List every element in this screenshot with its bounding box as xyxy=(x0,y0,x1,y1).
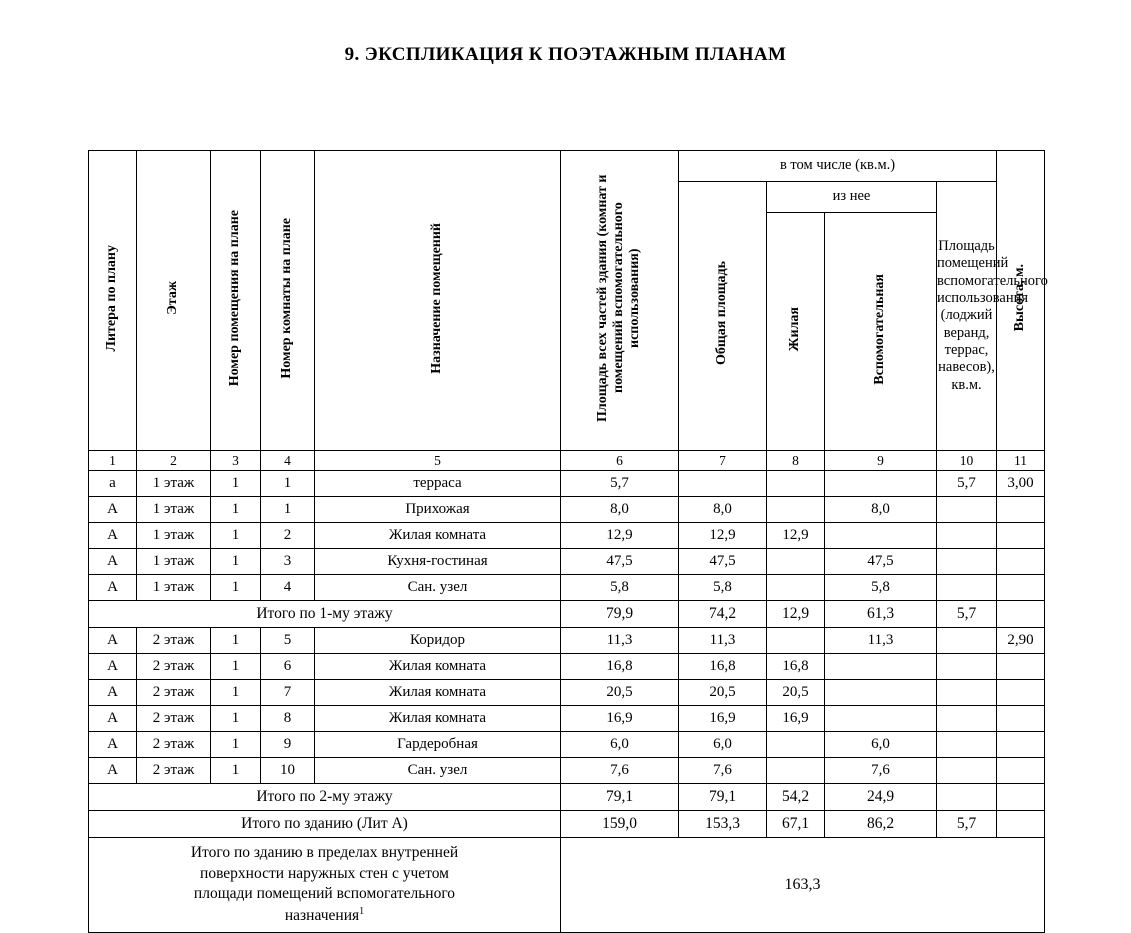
cell-letter: А xyxy=(89,758,137,784)
cell-area-all: 11,3 xyxy=(561,628,679,654)
table-row xyxy=(89,706,1045,732)
cell-living xyxy=(767,575,825,601)
cell-total-area: 20,5 xyxy=(679,680,767,706)
table-row xyxy=(89,523,1045,549)
cell-living xyxy=(767,471,825,497)
total-row-floor1 xyxy=(89,601,1045,628)
cell-letter: А xyxy=(89,706,137,732)
cell-area-all: 20,5 xyxy=(561,680,679,706)
cell-area-all: 16,9 xyxy=(561,706,679,732)
final-label-line3: площади помещений вспомогательного xyxy=(193,885,456,903)
cell-auxiliary: 11,3 xyxy=(825,628,937,654)
header-room-number-room xyxy=(261,151,315,451)
cell-area-all: 47,5 xyxy=(561,549,679,575)
column-number: 6 xyxy=(561,451,679,471)
table-row xyxy=(89,732,1045,758)
cell-area-all: 5,7 xyxy=(561,471,679,497)
header-area-all-parts-label: Площадь всех частей здания (комнат и помещений вспомогательного использования) xyxy=(595,174,643,422)
cell-floor: 1 этаж xyxy=(137,575,211,601)
cell-floor: 2 этаж xyxy=(137,706,211,732)
header-aux-use-area: Площадь помещений вспомогательного использования (лоджий веранд, террас, навесов), кв.м. xyxy=(937,182,997,451)
cell-floor: 1 этаж xyxy=(137,497,211,523)
table-row xyxy=(89,575,1045,601)
cell-height xyxy=(997,523,1045,549)
cell-aux-use xyxy=(937,654,997,680)
total-label: Итого по зданию (Лит А) xyxy=(89,811,561,838)
cell-height xyxy=(997,549,1045,575)
cell-auxiliary xyxy=(825,471,937,497)
cell-living xyxy=(767,732,825,758)
header-floor-label: Этаж xyxy=(165,281,181,315)
cell-living xyxy=(767,628,825,654)
cell-purpose: Прихожая xyxy=(315,497,561,523)
final-summary-value: 163,3 xyxy=(561,838,1045,933)
explication-table xyxy=(88,150,1048,933)
cell-living: 20,5 xyxy=(767,680,825,706)
cell-area-all: 8,0 xyxy=(561,497,679,523)
cell-room-plan: 1 xyxy=(211,497,261,523)
cell-auxiliary xyxy=(825,523,937,549)
column-number: 4 xyxy=(261,451,315,471)
cell-room-plan: 1 xyxy=(211,628,261,654)
header-letter-label: Литера по плану xyxy=(104,244,120,352)
table-row xyxy=(89,628,1045,654)
header-of-which: из нее xyxy=(767,182,937,213)
cell-room-plan: 1 xyxy=(211,471,261,497)
total-auxiliary: 86,2 xyxy=(825,811,937,838)
cell-letter: А xyxy=(89,732,137,758)
cell-room-plan: 1 xyxy=(211,732,261,758)
cell-floor: 2 этаж xyxy=(137,654,211,680)
cell-purpose: Гардеробная xyxy=(315,732,561,758)
column-number: 9 xyxy=(825,451,937,471)
cell-height xyxy=(997,654,1045,680)
cell-aux-use xyxy=(937,523,997,549)
cell-purpose: Жилая комната xyxy=(315,523,561,549)
table-row xyxy=(89,680,1045,706)
cell-purpose: Жилая комната xyxy=(315,680,561,706)
header-auxiliary-label: Вспомогательная xyxy=(872,273,888,385)
cell-area-all: 16,8 xyxy=(561,654,679,680)
cell-room-plan: 1 xyxy=(211,523,261,549)
header-living-label: Жилая xyxy=(787,306,803,352)
cell-area-all: 6,0 xyxy=(561,732,679,758)
cell-area-all: 7,6 xyxy=(561,758,679,784)
cell-letter: а xyxy=(89,471,137,497)
header-area-all-parts xyxy=(561,151,679,451)
total-total-area: 74,2 xyxy=(679,601,767,628)
cell-total-area: 16,8 xyxy=(679,654,767,680)
cell-aux-use xyxy=(937,706,997,732)
final-summary-label xyxy=(89,838,561,933)
final-label-line1: Итого по зданию в пределах внутренней xyxy=(190,843,459,861)
cell-living xyxy=(767,549,825,575)
cell-room-plan: 1 xyxy=(211,575,261,601)
header-height xyxy=(997,151,1045,451)
cell-room-plan: 1 xyxy=(211,758,261,784)
total-aux-use xyxy=(937,784,997,811)
total-total-area: 79,1 xyxy=(679,784,767,811)
cell-height xyxy=(997,680,1045,706)
cell-room-num: 1 xyxy=(261,497,315,523)
header-including: в том числе (кв.м.) xyxy=(679,151,997,182)
total-living: 67,1 xyxy=(767,811,825,838)
cell-auxiliary: 8,0 xyxy=(825,497,937,523)
cell-letter: А xyxy=(89,523,137,549)
page-title: 9. ЭКСПЛИКАЦИЯ К ПОЭТАЖНЫМ ПЛАНАМ xyxy=(344,44,787,65)
cell-floor: 2 этаж xyxy=(137,732,211,758)
table-row xyxy=(89,497,1045,523)
total-row-floor2 xyxy=(89,784,1045,811)
table-row xyxy=(89,654,1045,680)
cell-auxiliary: 7,6 xyxy=(825,758,937,784)
total-row-building xyxy=(89,811,1045,838)
cell-floor: 2 этаж xyxy=(137,758,211,784)
cell-area-all: 12,9 xyxy=(561,523,679,549)
cell-room-num: 9 xyxy=(261,732,315,758)
cell-auxiliary: 5,8 xyxy=(825,575,937,601)
cell-room-num: 1 xyxy=(261,471,315,497)
header-room-number-plan xyxy=(211,151,261,451)
column-number: 8 xyxy=(767,451,825,471)
cell-room-plan: 1 xyxy=(211,654,261,680)
cell-total-area: 47,5 xyxy=(679,549,767,575)
header-total-area-label: Общая площадь xyxy=(714,261,730,366)
header-room-number-room-label: Номер комнаты на плане xyxy=(279,217,295,379)
total-area-all: 79,1 xyxy=(561,784,679,811)
cell-total-area: 11,3 xyxy=(679,628,767,654)
total-auxiliary: 24,9 xyxy=(825,784,937,811)
cell-total-area: 12,9 xyxy=(679,523,767,549)
total-auxiliary: 61,3 xyxy=(825,601,937,628)
cell-aux-use xyxy=(937,497,997,523)
total-living: 54,2 xyxy=(767,784,825,811)
cell-living: 12,9 xyxy=(767,523,825,549)
cell-living: 16,8 xyxy=(767,654,825,680)
total-total-area: 153,3 xyxy=(679,811,767,838)
cell-room-num: 7 xyxy=(261,680,315,706)
cell-auxiliary xyxy=(825,706,937,732)
header-purpose xyxy=(315,151,561,451)
cell-room-num: 8 xyxy=(261,706,315,732)
cell-purpose: Кухня-гостиная xyxy=(315,549,561,575)
cell-floor: 1 этаж xyxy=(137,523,211,549)
cell-room-num: 5 xyxy=(261,628,315,654)
cell-height: 3,00 xyxy=(997,471,1045,497)
column-number: 10 xyxy=(937,451,997,471)
cell-living xyxy=(767,497,825,523)
cell-auxiliary: 6,0 xyxy=(825,732,937,758)
cell-room-plan: 1 xyxy=(211,706,261,732)
table-row xyxy=(89,549,1045,575)
cell-floor: 1 этаж xyxy=(137,471,211,497)
cell-aux-use xyxy=(937,575,997,601)
cell-height xyxy=(997,575,1045,601)
cell-letter: А xyxy=(89,654,137,680)
cell-aux-use xyxy=(937,758,997,784)
cell-aux-use xyxy=(937,680,997,706)
total-label: Итого по 1-му этажу xyxy=(89,601,561,628)
total-living: 12,9 xyxy=(767,601,825,628)
header-total-area xyxy=(679,182,767,451)
cell-purpose: Жилая комната xyxy=(315,654,561,680)
column-number: 11 xyxy=(997,451,1045,471)
column-number: 3 xyxy=(211,451,261,471)
cell-area-all: 5,8 xyxy=(561,575,679,601)
cell-aux-use xyxy=(937,628,997,654)
cell-room-num: 10 xyxy=(261,758,315,784)
cell-total-area: 5,8 xyxy=(679,575,767,601)
cell-purpose: Сан. узел xyxy=(315,575,561,601)
header-auxiliary xyxy=(825,212,937,450)
cell-auxiliary xyxy=(825,680,937,706)
header-floor xyxy=(137,151,211,451)
cell-height xyxy=(997,706,1045,732)
column-number: 5 xyxy=(315,451,561,471)
cell-height xyxy=(997,732,1045,758)
cell-auxiliary: 47,5 xyxy=(825,549,937,575)
total-aux-use: 5,7 xyxy=(937,601,997,628)
column-number: 2 xyxy=(137,451,211,471)
cell-room-plan: 1 xyxy=(211,680,261,706)
cell-room-num: 6 xyxy=(261,654,315,680)
final-label-footnote: 1 xyxy=(359,906,365,918)
total-area-all: 79,9 xyxy=(561,601,679,628)
header-height-label: Высота, м. xyxy=(1012,264,1028,332)
total-area-all: 159,0 xyxy=(561,811,679,838)
cell-purpose: Коридор xyxy=(315,628,561,654)
final-label-line2: поверхности наружных стен с учетом xyxy=(200,864,449,882)
cell-floor: 2 этаж xyxy=(137,628,211,654)
column-number-row xyxy=(89,451,1045,471)
header-letter xyxy=(89,151,137,451)
table-row xyxy=(89,471,1045,497)
cell-height: 2,90 xyxy=(997,628,1045,654)
cell-height xyxy=(997,758,1045,784)
cell-auxiliary xyxy=(825,654,937,680)
total-height xyxy=(997,784,1045,811)
cell-room-num: 3 xyxy=(261,549,315,575)
explication-table-wrapper xyxy=(88,150,1048,933)
cell-purpose: Жилая комната xyxy=(315,706,561,732)
column-number: 7 xyxy=(679,451,767,471)
cell-letter: А xyxy=(89,628,137,654)
cell-letter: А xyxy=(89,680,137,706)
cell-total-area xyxy=(679,471,767,497)
cell-floor: 1 этаж xyxy=(137,549,211,575)
table-row xyxy=(89,758,1045,784)
cell-aux-use: 5,7 xyxy=(937,471,997,497)
total-label: Итого по 2-му этажу xyxy=(89,784,561,811)
cell-total-area: 16,9 xyxy=(679,706,767,732)
cell-letter: А xyxy=(89,497,137,523)
total-aux-use: 5,7 xyxy=(937,811,997,838)
header-purpose-label: Назначение помещений xyxy=(429,222,445,374)
column-number: 1 xyxy=(89,451,137,471)
cell-room-num: 2 xyxy=(261,523,315,549)
cell-living xyxy=(767,758,825,784)
header-row-1 xyxy=(89,151,1045,182)
total-height xyxy=(997,811,1045,838)
cell-total-area: 6,0 xyxy=(679,732,767,758)
cell-aux-use xyxy=(937,549,997,575)
cell-living: 16,9 xyxy=(767,706,825,732)
cell-floor: 2 этаж xyxy=(137,680,211,706)
cell-room-plan: 1 xyxy=(211,549,261,575)
cell-total-area: 8,0 xyxy=(679,497,767,523)
header-living xyxy=(767,212,825,450)
cell-letter: А xyxy=(89,575,137,601)
final-label-line4: назначения xyxy=(284,907,360,925)
cell-letter: А xyxy=(89,549,137,575)
cell-purpose: терраса xyxy=(315,471,561,497)
cell-room-num: 4 xyxy=(261,575,315,601)
cell-purpose: Сан. узел xyxy=(315,758,561,784)
header-room-number-plan-label: Номер помещения на плане xyxy=(227,209,243,387)
cell-total-area: 7,6 xyxy=(679,758,767,784)
cell-aux-use xyxy=(937,732,997,758)
total-height xyxy=(997,601,1045,628)
cell-height xyxy=(997,497,1045,523)
final-summary-row xyxy=(89,838,1045,933)
